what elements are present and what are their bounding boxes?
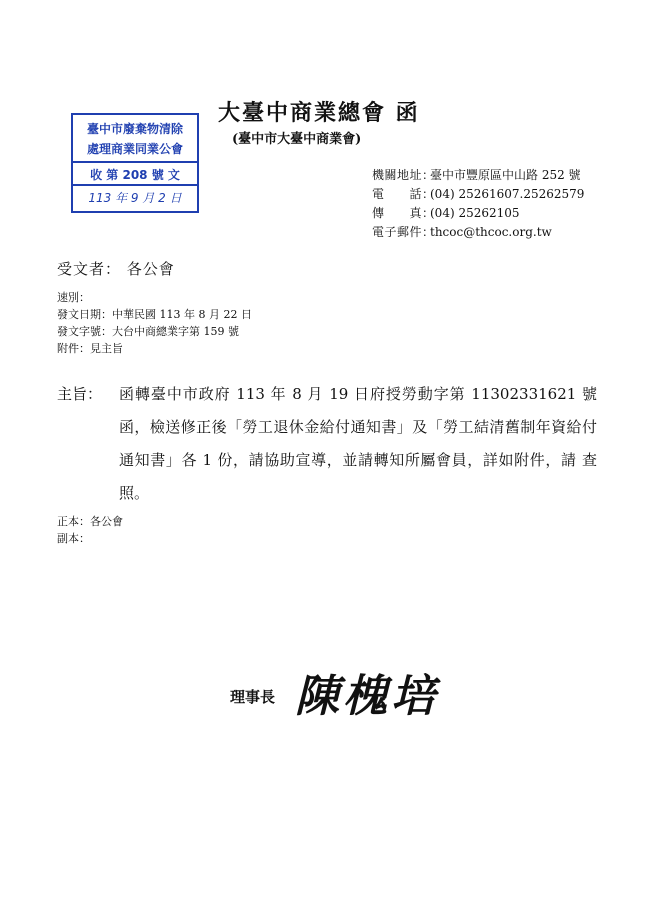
- document-meta: [57, 289, 252, 357]
- recipient-line: 受文者： 各公會: [57, 260, 175, 278]
- issue-date: 發文日期：中華民國 113 年 8 月 22 日: [57, 308, 252, 321]
- fax-label: 傳 真：: [372, 206, 435, 220]
- distribution-block: [57, 513, 123, 547]
- address-label: 機關地址：: [372, 168, 435, 182]
- fax-line: [372, 204, 584, 223]
- stamp-line-3: 收 第 208 號 文: [90, 168, 180, 182]
- stamp-line-4: 113 年 9 月 2 日: [88, 191, 182, 205]
- attachment-note: 附件：見主旨: [57, 342, 123, 355]
- copy-recipients: 副本：: [57, 532, 90, 545]
- speed-field: 速別：: [57, 291, 90, 304]
- phone-label: 電 話：: [372, 187, 435, 201]
- email-label: 電子郵件：: [372, 225, 435, 239]
- stamp-line-1: 臺中市廢棄物清除: [86, 122, 183, 136]
- phone-line: [372, 185, 584, 204]
- original-recipients: 正本：各公會: [57, 515, 123, 528]
- phone-value: (04) 25261607.25262579: [430, 187, 585, 201]
- signatory-name: 陳槐培: [295, 671, 439, 722]
- address-line: [372, 166, 584, 185]
- organization-subtitle: (臺中市大臺中商業會): [232, 132, 362, 147]
- contact-block: [372, 166, 584, 242]
- document-number: 發文字號：大台中商總業字第 159 號: [57, 325, 239, 338]
- subject-label: 主旨：: [57, 385, 103, 403]
- stamp-divider: [73, 161, 197, 163]
- subject-section: [57, 378, 597, 510]
- receipt-stamp: [71, 113, 199, 213]
- stamp-divider: [73, 184, 197, 186]
- fax-value: (04) 25262105: [430, 206, 520, 220]
- address-value: 臺中市豐原區中山路 252 號: [430, 168, 581, 182]
- subject-body: 函轉臺中市政府 113 年 8 月 19 日府授勞動字第 11302331621 號函，檢送修正後「勞工退休金給付通知書」及「勞工結清舊制年資給付通知書」各 1 份，請協助宣導，並請轉知所屬會員，詳如附件，請 查照。: [119, 385, 597, 502]
- email-line: [372, 223, 584, 242]
- organization-title: 大臺中商業總會 函: [218, 100, 420, 126]
- stamp-line-2: 處理商業同業公會: [86, 142, 183, 156]
- signatory-title: 理事長: [230, 688, 276, 706]
- email-value[interactable]: thcoc@thcoc.org.tw: [430, 225, 552, 239]
